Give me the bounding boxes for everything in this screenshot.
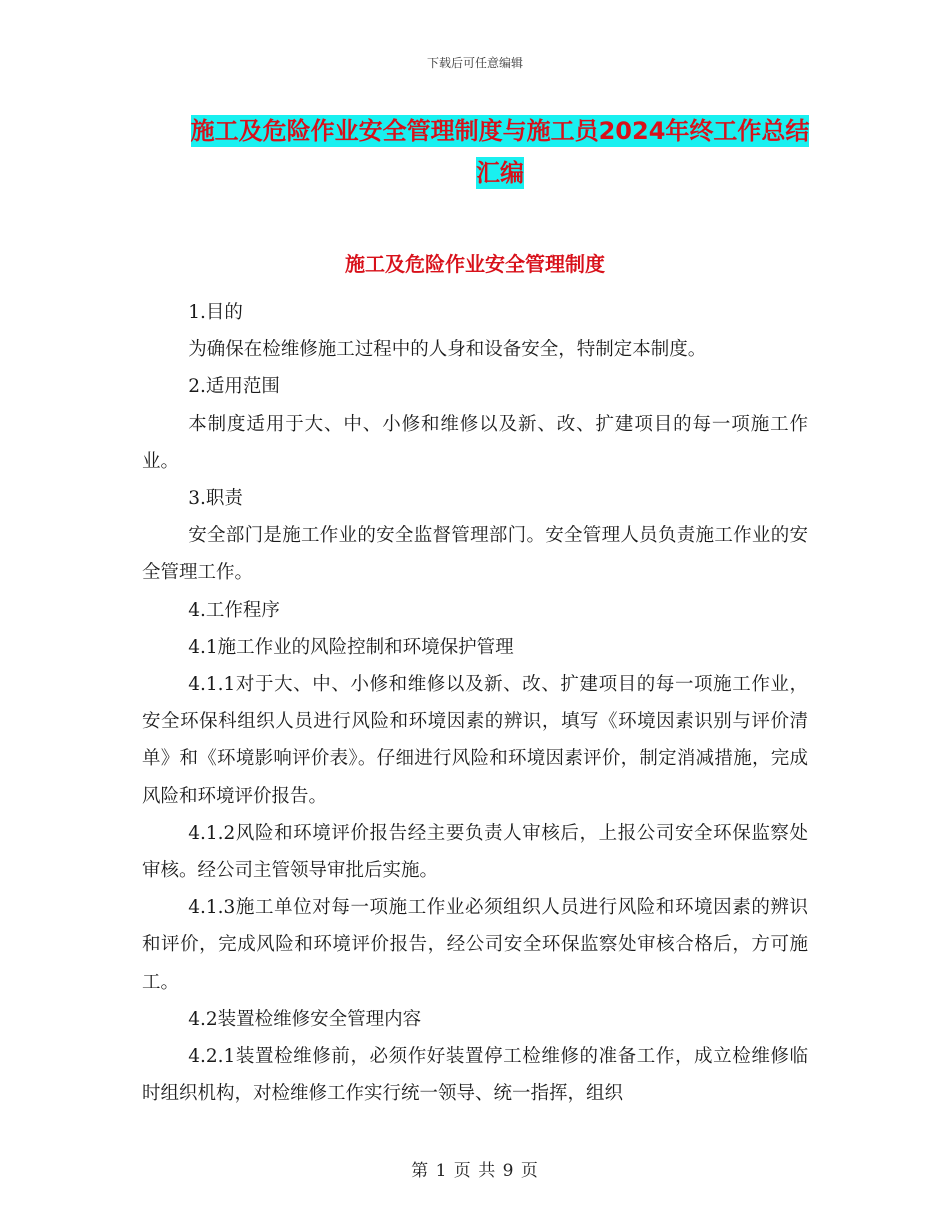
document-title: [190, 110, 810, 194]
document-body: [142, 294, 808, 1112]
paragraph-purpose: 为确保在检维修施工过程中的人身和设备安全，特制定本制度。: [188, 339, 707, 361]
heading-purpose: 1.目的: [188, 302, 243, 323]
paragraph-4-1-2: 4.1.2风险和环境评价报告经主要负责人审核后，上报公司安全环保监察处审核。经公司主管领导审批后实施。: [142, 822, 808, 882]
heading-responsibilities: 3.职责: [188, 488, 243, 510]
heading-scope: 2.适用范围: [188, 376, 280, 398]
heading-4-1: 4.1施工作业的风险控制和环境保护管理: [188, 636, 514, 658]
paragraph-4-1-1: 4.1.1对于大、中、小修和维修以及新、改、扩建项目的每一项施工作业，安全环保科组织人员进行风险和环境因素的辨识，填写《环境因素识别与评价清单》和《环境影响评价表》。仔细进行风险和环境因素评价，制定消减措施，完成风险和环境评价报告。: [142, 674, 808, 807]
heading-4-2: 4.2装置检维修安全管理内容: [188, 1008, 422, 1030]
heading-procedure: 4.工作程序: [188, 599, 280, 621]
paragraph-scope: 本制度适用于大、中、小修和维修以及新、改、扩建项目的每一项施工作业。: [142, 413, 808, 472]
paragraph-4-2-1: 4.2.1装置检维修前，必须作好装置停工检维修的准备工作，成立检维修临时组织机构，对检维修工作实行统一领导、统一指挥，组织: [142, 1046, 808, 1105]
paragraph-responsibilities: 安全部门是施工作业的安全监督管理部门。安全管理人员负责施工作业的安全管理工作。: [142, 525, 808, 584]
section-title: 施工及危险作业安全管理制度: [345, 252, 605, 276]
header-note: 下载后可任意编辑: [426, 56, 523, 70]
document-title-highlight: 施工及危险作业安全管理制度与施工员2024年终工作总结汇编: [190, 117, 810, 187]
paragraph-4-1-3: 4.1.3施工单位对每一项施工作业必须组织人员进行风险和环境因素的辨识和评价，完成风险和环境评价报告，经公司安全环保监察处审核合格后，方可施工。: [142, 897, 808, 993]
page-number: 第 1 页 共 9 页: [411, 1161, 539, 1181]
